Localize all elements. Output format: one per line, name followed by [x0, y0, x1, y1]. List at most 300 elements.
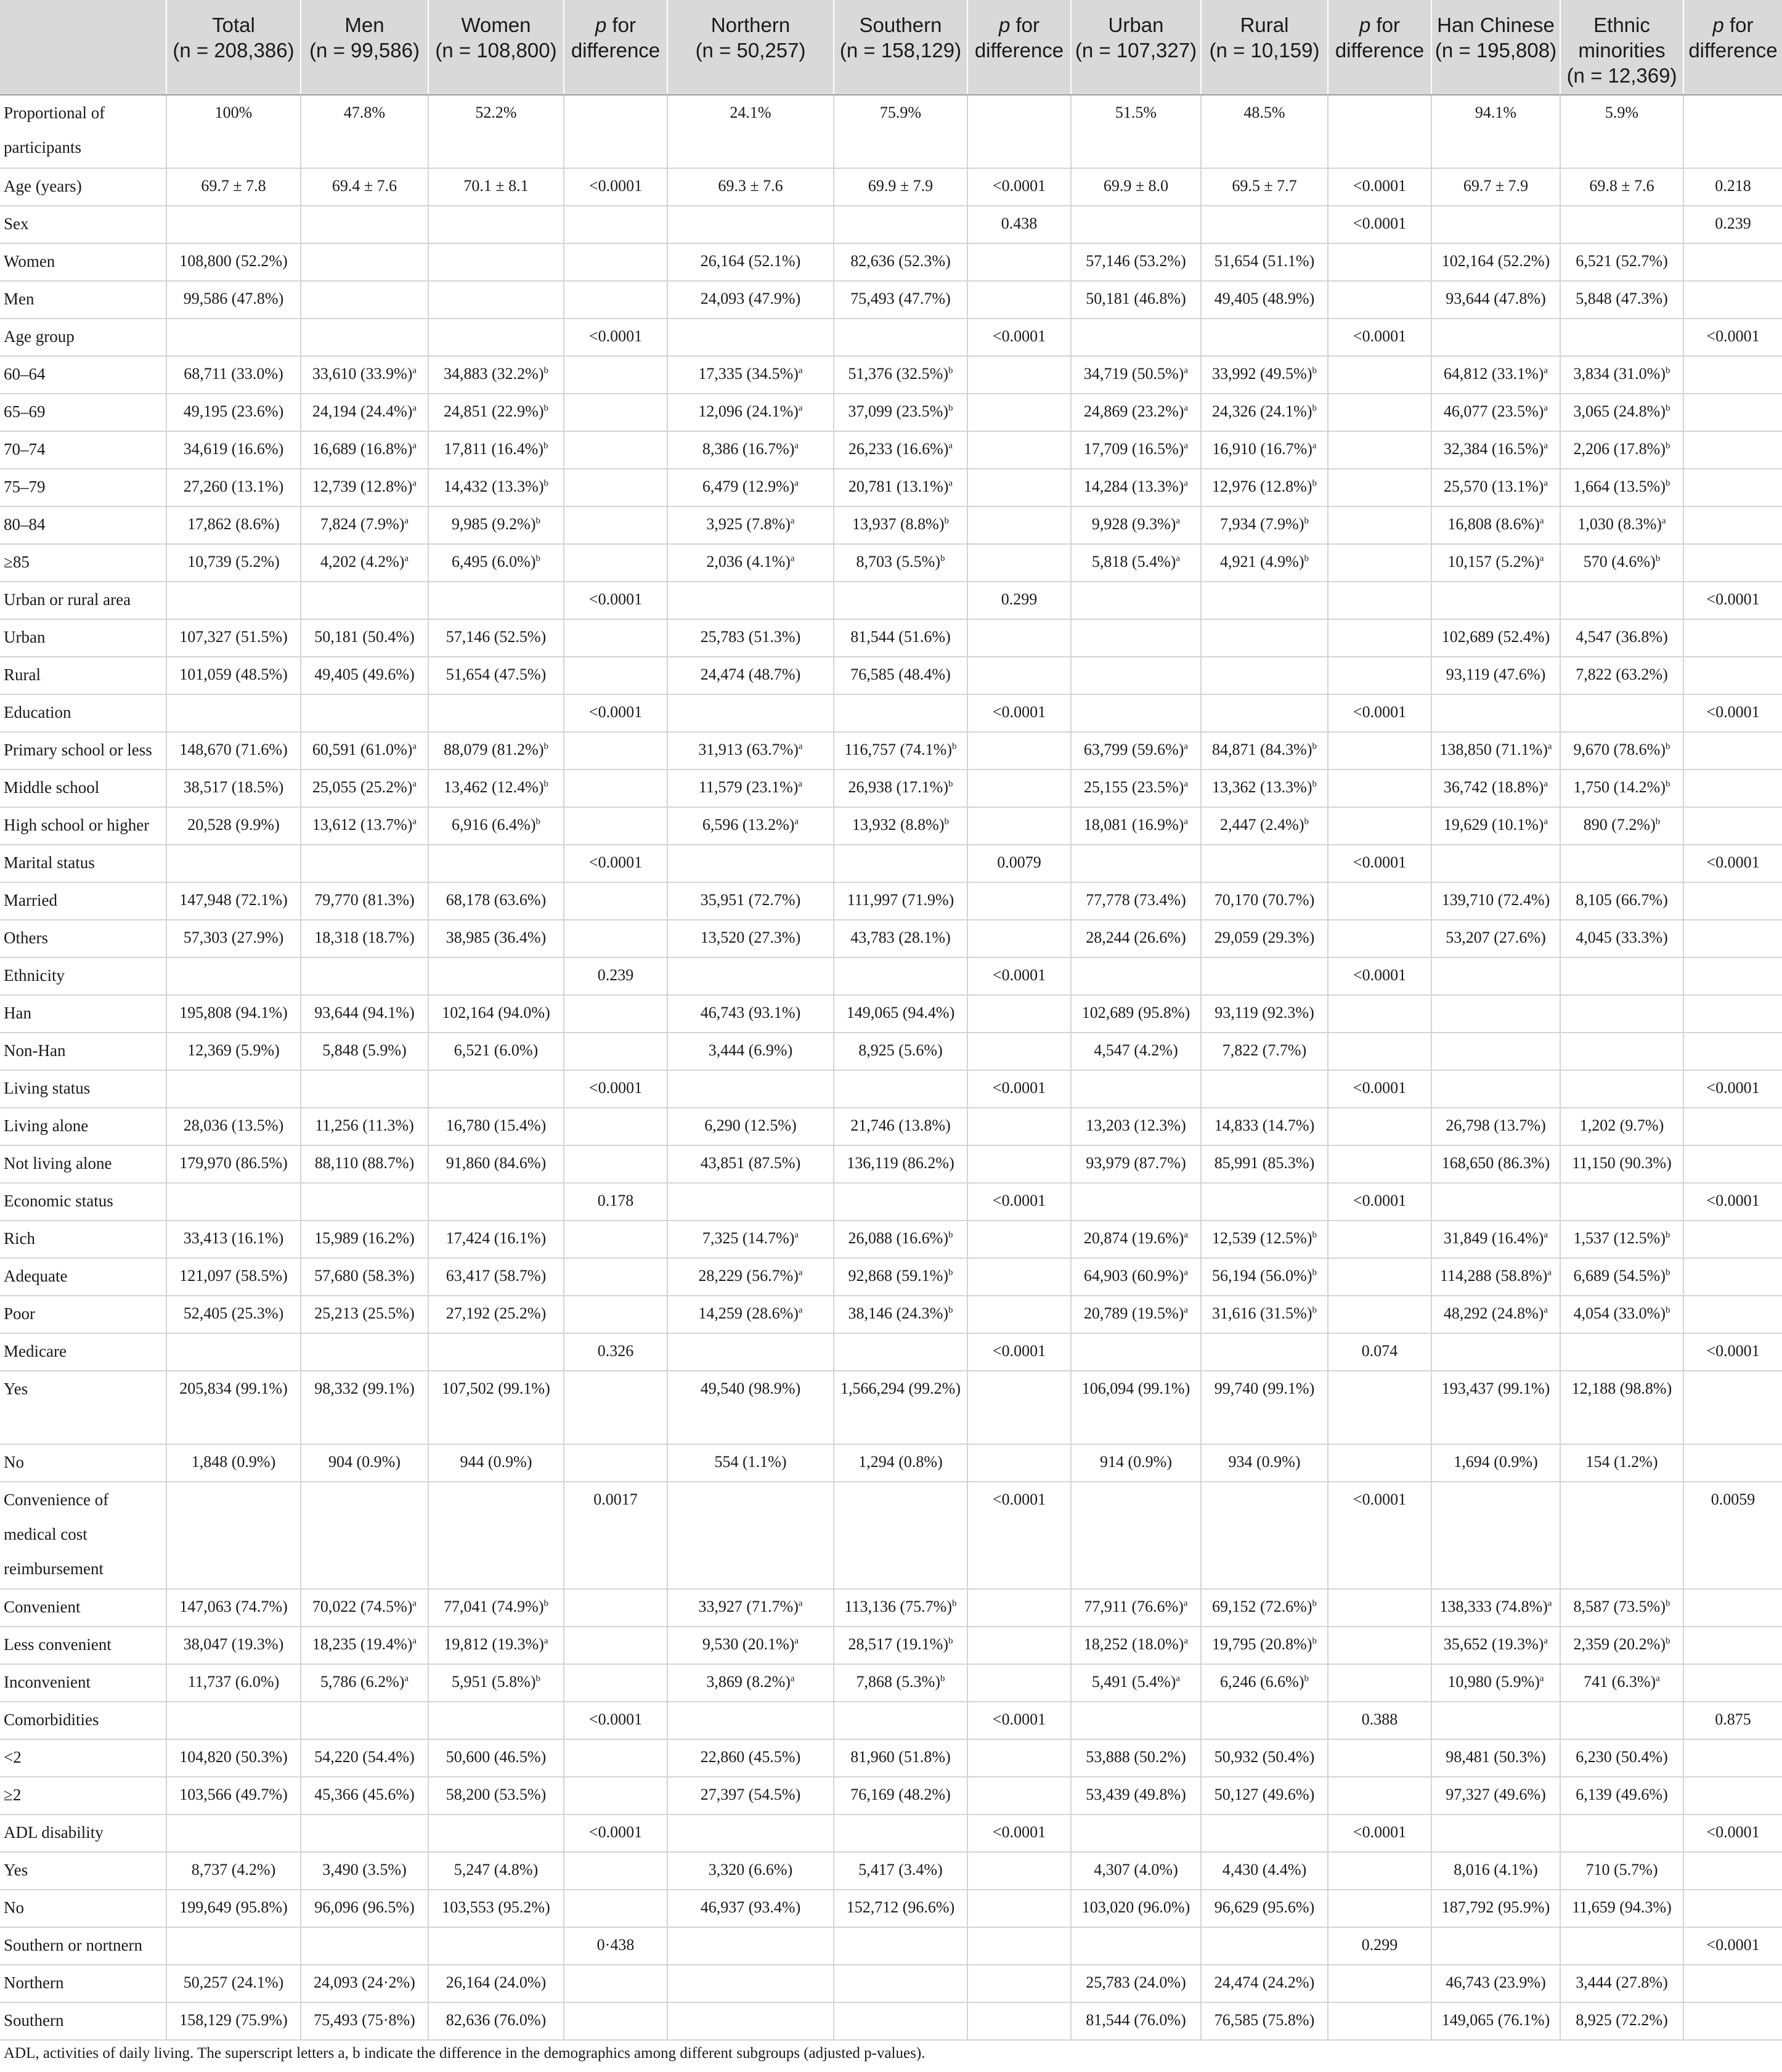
table-cell: 76,585 (75.8%): [1201, 2002, 1328, 2040]
table-row: [0, 582, 1782, 619]
table-cell: [428, 281, 564, 319]
column-title: Ethnic minorities: [1578, 14, 1666, 62]
table-cell: [834, 1070, 967, 1108]
row-label: Women: [0, 243, 166, 281]
significance-marker: a: [1547, 1267, 1552, 1278]
column-header: [564, 0, 667, 95]
column-title: Southern: [859, 14, 942, 36]
table-cell: <0.0001: [967, 319, 1071, 356]
table-cell: [564, 1664, 667, 1702]
table-cell: [1431, 694, 1560, 732]
table-cell: [1328, 995, 1431, 1033]
significance-marker: a: [798, 779, 803, 789]
table-cell: [1328, 356, 1431, 394]
column-header: [1560, 0, 1683, 95]
table-cell: 51,654 (47.5%): [428, 657, 564, 694]
column-header: [301, 0, 428, 95]
table-cell: [1328, 1296, 1431, 1333]
significance-marker: a: [1176, 553, 1181, 564]
table-cell: 27,192 (25.2%): [428, 1296, 564, 1333]
significance-marker: b: [1312, 1598, 1317, 1609]
table-cell: [967, 2002, 1071, 2040]
table-cell: [1071, 845, 1201, 882]
table-cell: [967, 356, 1071, 394]
table-cell: 36,742 $(18.8\%)^a$: [1431, 770, 1560, 807]
table-cell: [564, 356, 667, 394]
table-cell: 81,544 (51.6%): [834, 619, 967, 657]
table-cell: 1,202 (9.7%): [1560, 1108, 1683, 1145]
table-cell: 193,437 (99.1%): [1431, 1371, 1560, 1444]
table-cell: 6,246 $(6.6\%)^b$: [1201, 1664, 1328, 1702]
table-cell: [1683, 356, 1782, 394]
table-cell: 1,294 (0.8%): [834, 1444, 967, 1482]
table-cell: 53,207 (27.6%): [1431, 920, 1560, 957]
table-cell: 57,146 (53.2%): [1071, 243, 1201, 281]
table-cell: 3,490 (3.5%): [301, 1852, 428, 1890]
table-cell: 17,335 $(34.5\%)^a$: [667, 356, 834, 394]
table-cell: 46,937 (93.4%): [667, 1890, 834, 1927]
table-cell: 1,030 $(8.3\%)^a$: [1560, 506, 1683, 544]
significance-marker: a: [1184, 365, 1189, 376]
significance-marker: a: [1544, 403, 1548, 413]
table-cell: 58,200 (53.5%): [428, 1777, 564, 1814]
table-cell: 13,937 $(8.8\%)^b$: [834, 506, 967, 544]
table-row: [0, 807, 1782, 845]
table-cell: [1560, 995, 1683, 1033]
table-cell: 102,689 (95.8%): [1071, 995, 1201, 1033]
table-cell: 107,502 (99.1%): [428, 1371, 564, 1444]
significance-marker: a: [1544, 779, 1548, 789]
table-cell: [1071, 1702, 1201, 1739]
table-cell: [428, 1482, 564, 1589]
table-cell: [564, 1627, 667, 1664]
row-label: 70–74: [0, 431, 166, 469]
table-cell: 4,921 $(4.9\%)^b$: [1201, 544, 1328, 582]
column-title: Urban: [1108, 14, 1164, 36]
table-cell: 16,689 $(16.8\%)^a$: [301, 431, 428, 469]
table-row: [0, 1183, 1782, 1221]
table-cell: 26,938 $(17.1\%)^b$: [834, 770, 967, 807]
significance-marker: b: [543, 403, 548, 413]
table-cell: [1328, 1777, 1431, 1814]
significance-marker: b: [948, 403, 953, 413]
table-cell: <0.0001: [967, 168, 1071, 206]
table-cell: <0.0001: [1328, 694, 1431, 732]
table-cell: [166, 582, 301, 619]
table-cell: [834, 1814, 967, 1852]
table-cell: [564, 807, 667, 845]
row-label: Middle school: [0, 770, 166, 807]
table-row: [0, 1296, 1782, 1333]
significance-marker: a: [1184, 441, 1189, 451]
column-title: Women: [461, 14, 531, 36]
table-cell: <0.0001: [967, 1702, 1071, 1739]
table-cell: [967, 431, 1071, 469]
table-cell: [301, 1482, 428, 1589]
row-label: Northern: [0, 1965, 166, 2002]
table-cell: [1071, 1927, 1201, 1965]
column-header: [1431, 0, 1560, 95]
table-cell: [967, 619, 1071, 657]
table-cell: 46,743 (93.1%): [667, 995, 834, 1033]
table-cell: [967, 1145, 1071, 1183]
table-cell: 99,586 (47.8%): [166, 281, 301, 319]
table-cell: 96,096 (96.5%): [301, 1890, 428, 1927]
significance-marker: b: [543, 1598, 548, 1609]
table-cell: 17,811 $(16.4\%)^b$: [428, 431, 564, 469]
table-cell: [1201, 1333, 1328, 1371]
table-row: [0, 95, 1782, 168]
table-cell: [1683, 1221, 1782, 1258]
table-cell: 69.7 ± 7.8: [166, 168, 301, 206]
table-cell: [1683, 920, 1782, 957]
table-cell: 20,874 $(19.6\%)^a$: [1071, 1221, 1201, 1258]
row-label: Age group: [0, 319, 166, 356]
table-cell: 34,719 $(50.5\%)^a$: [1071, 356, 1201, 394]
table-cell: 3,444 (6.9%): [667, 1033, 834, 1070]
table-cell: 2,447 $(2.4\%)^b$: [1201, 807, 1328, 845]
significance-marker: a: [412, 478, 417, 489]
table-cell: [834, 582, 967, 619]
table-cell: 11,737 (6.0%): [166, 1664, 301, 1702]
table-cell: 24,093 (24·2%): [301, 1965, 428, 2002]
table-cell: [1560, 1070, 1683, 1108]
table-cell: 102,164 (52.2%): [1431, 243, 1560, 281]
table-cell: [1201, 1070, 1328, 1108]
table-cell: 38,517 (18.5%): [166, 770, 301, 807]
table-cell: [667, 694, 834, 732]
table-cell: 88,110 (88.7%): [301, 1145, 428, 1183]
column-title: p for: [1712, 14, 1754, 36]
table-cell: 6,290 (12.5%): [667, 1108, 834, 1145]
significance-marker: a: [1183, 1598, 1188, 1609]
significance-marker: a: [794, 441, 799, 451]
significance-marker: b: [1665, 1230, 1670, 1240]
table-cell: 26,798 (13.7%): [1431, 1108, 1560, 1145]
table-cell: [967, 469, 1071, 506]
significance-marker: a: [798, 1267, 803, 1278]
table-cell: [1201, 1183, 1328, 1221]
table-cell: [1328, 582, 1431, 619]
significance-marker: a: [794, 816, 799, 827]
row-label: Comorbidities: [0, 1702, 166, 1739]
table-cell: 0.218: [1683, 168, 1782, 206]
table-cell: 0·438: [564, 1927, 667, 1965]
table-cell: [834, 1333, 967, 1371]
table-cell: [1201, 657, 1328, 694]
significance-marker: b: [1655, 553, 1661, 564]
table-cell: 31,849 $(16.4\%)^a$: [1431, 1221, 1560, 1258]
table-cell: 13,203 (12.3%): [1071, 1108, 1201, 1145]
significance-marker: b: [535, 816, 540, 827]
table-cell: [564, 995, 667, 1033]
table-cell: [564, 770, 667, 807]
significance-marker: a: [790, 553, 795, 564]
significance-marker: b: [1665, 1598, 1670, 1609]
row-label: Proportional of participants: [0, 95, 166, 168]
table-cell: 187,792 (95.9%): [1431, 1890, 1560, 1927]
table-cell: 108,800 (52.2%): [166, 243, 301, 281]
table-cell: 33,413 (16.1%): [166, 1221, 301, 1258]
table-cell: 45,366 (45.6%): [301, 1777, 428, 1814]
significance-marker: a: [1656, 1673, 1660, 1684]
table-cell: [834, 957, 967, 995]
table-cell: 92,868 $(59.1\%)^b$: [834, 1258, 967, 1296]
significance-marker: b: [1312, 1230, 1317, 1240]
table-row: [0, 243, 1782, 281]
row-label: Urban: [0, 619, 166, 657]
table-cell: 49,405 (49.6%): [301, 657, 428, 694]
significance-marker: b: [1665, 403, 1670, 413]
table-cell: 93,119 (92.3%): [1201, 995, 1328, 1033]
table-cell: [1683, 1258, 1782, 1296]
table-cell: [301, 694, 428, 732]
table-cell: <0.0001: [1683, 1814, 1782, 1852]
table-cell: [564, 1589, 667, 1627]
table-cell: [967, 1777, 1071, 1814]
table-cell: 195,808 (94.1%): [166, 995, 301, 1033]
table-cell: 5,491 $(5.4\%)^a$: [1071, 1664, 1201, 1702]
column-subtitle: (n = 107,327): [1075, 39, 1197, 62]
table-cell: 741 $(6.3\%)^a$: [1560, 1664, 1683, 1702]
table-cell: 99,740 (99.1%): [1201, 1371, 1328, 1444]
table-cell: [1431, 1333, 1560, 1371]
table-cell: <0.0001: [1328, 1814, 1431, 1852]
table-cell: 710 (5.7%): [1560, 1852, 1683, 1890]
table-cell: [667, 2002, 834, 2040]
table-cell: [1560, 1482, 1683, 1589]
significance-marker: a: [1547, 741, 1552, 752]
significance-marker: a: [412, 441, 417, 451]
table-cell: 57,146 (52.5%): [428, 619, 564, 657]
table-cell: 149,065 (76.1%): [1431, 2002, 1560, 2040]
table-row: [0, 882, 1782, 920]
table-cell: <0.0001: [967, 1482, 1071, 1589]
table-cell: [834, 206, 967, 243]
row-label: Yes: [0, 1852, 166, 1890]
row-label: Southern: [0, 2002, 166, 2040]
significance-marker: b: [1665, 478, 1670, 489]
table-cell: [967, 1890, 1071, 1927]
table-cell: [166, 1927, 301, 1965]
table-row: [0, 1965, 1782, 2002]
table-cell: 28,036 (13.5%): [166, 1108, 301, 1145]
table-cell: 6,479 $(12.9\%)^a$: [667, 469, 834, 506]
table-cell: 19,795 $(20.8\%)^b$: [1201, 1627, 1328, 1664]
table-cell: [667, 582, 834, 619]
table-cell: 76,585 (48.4%): [834, 657, 967, 694]
table-cell: 205,834 (99.1%): [166, 1371, 301, 1444]
table-cell: 570 $(4.6\%)^b$: [1560, 544, 1683, 582]
table-cell: <0.0001: [1683, 1183, 1782, 1221]
table-cell: 11,579 $(23.1\%)^a$: [667, 770, 834, 807]
table-cell: 13,932 $(8.8\%)^b$: [834, 807, 967, 845]
table-cell: 102,164 (94.0%): [428, 995, 564, 1033]
table-cell: [1683, 657, 1782, 694]
row-label: Age (years): [0, 168, 166, 206]
column-title: Total: [212, 14, 255, 36]
table-cell: 37,099 $(23.5\%)^b$: [834, 394, 967, 431]
row-label: Others: [0, 920, 166, 957]
table-cell: 68,178 (63.6%): [428, 882, 564, 920]
table-cell: 69.4 ± 7.6: [301, 168, 428, 206]
table-cell: [1071, 1814, 1201, 1852]
significance-marker: b: [948, 1267, 953, 1278]
significance-marker: a: [1184, 1636, 1189, 1646]
table-cell: [428, 243, 564, 281]
table-cell: [1683, 431, 1782, 469]
table-cell: 107,327 (51.5%): [166, 619, 301, 657]
table-cell: 1,566,294 (99.2%): [834, 1371, 967, 1444]
table-cell: 13,612 $(13.7\%)^a$: [301, 807, 428, 845]
table-cell: 0.438: [967, 206, 1071, 243]
table-cell: 6,495 $(6.0\%)^b$: [428, 544, 564, 582]
significance-marker: a: [1539, 1673, 1544, 1684]
table-cell: [428, 1702, 564, 1739]
column-title: Rural: [1240, 14, 1289, 36]
significance-marker: b: [543, 741, 548, 752]
table-cell: 10,980 $(5.9\%)^a$: [1431, 1664, 1560, 1702]
column-header: [166, 0, 301, 95]
table-cell: 81,544 (76.0%): [1071, 2002, 1201, 2040]
table-cell: 94.1%: [1431, 95, 1560, 168]
table-cell: [564, 1221, 667, 1258]
table-cell: 8,016 (4.1%): [1431, 1852, 1560, 1890]
table-cell: [1328, 1033, 1431, 1070]
table-cell: 28,244 (26.6%): [1071, 920, 1201, 957]
table-cell: [667, 1814, 834, 1852]
table-cell: [1328, 732, 1431, 770]
table-cell: [166, 1702, 301, 1739]
table-cell: 14,833 (14.7%): [1201, 1108, 1328, 1145]
table-cell: 35,652 $(19.3\%)^a$: [1431, 1627, 1560, 1664]
column-header: [0, 0, 166, 95]
table-cell: [1683, 807, 1782, 845]
table-cell: [564, 1444, 667, 1482]
table-cell: 2,036 $(4.1\%)^a$: [667, 544, 834, 582]
column-title: p for: [998, 14, 1040, 36]
table-cell: [1328, 619, 1431, 657]
table-cell: [1431, 957, 1560, 995]
table-cell: 24,474 (48.7%): [667, 657, 834, 694]
table-cell: [967, 1664, 1071, 1702]
table-cell: [301, 1183, 428, 1221]
table-cell: 5,848 (5.9%): [301, 1033, 428, 1070]
table-cell: 114,288 $(58.8\%)^a$: [1431, 1258, 1560, 1296]
table-cell: [301, 1702, 428, 1739]
table-cell: [667, 1927, 834, 1965]
table-cell: 22,860 (45.5%): [667, 1739, 834, 1777]
significance-marker: b: [1312, 403, 1317, 413]
table-cell: 82,636 (52.3%): [834, 243, 967, 281]
column-title: Northern: [710, 14, 791, 36]
row-label: Not living alone: [0, 1145, 166, 1183]
significance-marker: b: [535, 516, 540, 526]
significance-marker: b: [1304, 516, 1309, 526]
column-header: [1201, 0, 1328, 95]
significance-marker: b: [1665, 741, 1670, 752]
table-cell: 46,077 $(23.5\%)^a$: [1431, 394, 1560, 431]
row-label: Southern or nortnern: [0, 1927, 166, 1965]
table-cell: <0.0001: [1683, 694, 1782, 732]
row-label: ≥85: [0, 544, 166, 582]
table-cell: 0.0017: [564, 1482, 667, 1589]
row-label: Rural: [0, 657, 166, 694]
table-cell: 14,259 $(28.6\%)^a$: [667, 1296, 834, 1333]
table-cell: [564, 732, 667, 770]
table-cell: [564, 1739, 667, 1777]
significance-marker: a: [412, 1636, 417, 1646]
table-cell: 9,530 $(20.1\%)^a$: [667, 1627, 834, 1664]
row-label: Han: [0, 995, 166, 1033]
table-row: [0, 995, 1782, 1033]
table-cell: 10,739 (5.2%): [166, 544, 301, 582]
table-cell: 75,493 (75·8%): [301, 2002, 428, 2040]
table-cell: 52.2%: [428, 95, 564, 168]
table-cell: [1683, 243, 1782, 281]
table-row: [0, 431, 1782, 469]
significance-marker: b: [1312, 1636, 1317, 1646]
table-cell: [967, 1589, 1071, 1627]
table-cell: [1431, 1482, 1560, 1589]
table-cell: 3,444 (27.8%): [1560, 1965, 1683, 2002]
table-cell: 3,065 $(24.8\%)^b$: [1560, 394, 1683, 431]
column-title: Han Chinese: [1437, 14, 1555, 36]
table-cell: <0.0001: [1683, 1333, 1782, 1371]
table-cell: 0.178: [564, 1183, 667, 1221]
table-cell: [1683, 1108, 1782, 1145]
table-row: [0, 469, 1782, 506]
table-cell: 63,799 $(59.6\%)^a$: [1071, 732, 1201, 770]
table-cell: 4,307 (4.0%): [1071, 1852, 1201, 1890]
table-cell: <0.0001: [1683, 1070, 1782, 1108]
table-cell: <0.0001: [1683, 319, 1782, 356]
table-cell: [1683, 995, 1782, 1033]
table-cell: [1683, 1444, 1782, 1482]
row-label: Sex: [0, 206, 166, 243]
table-cell: 49,405 (48.9%): [1201, 281, 1328, 319]
table-cell: [667, 845, 834, 882]
table-cell: [564, 1852, 667, 1890]
column-subtitle: difference: [571, 39, 661, 62]
table-cell: 51,376 $(32.5\%)^b$: [834, 356, 967, 394]
table-row: [0, 920, 1782, 957]
table-cell: 914 (0.9%): [1071, 1444, 1201, 1482]
table-cell: [166, 845, 301, 882]
table-cell: 10,157 $(5.2\%)^a$: [1431, 544, 1560, 582]
table-cell: [564, 1296, 667, 1333]
significance-marker: a: [1184, 1230, 1189, 1240]
table-cell: [564, 1033, 667, 1070]
row-label: Yes: [0, 1371, 166, 1444]
significance-marker: a: [1184, 403, 1189, 413]
table-cell: [1683, 957, 1782, 995]
table-cell: 7,822 (7.7%): [1201, 1033, 1328, 1070]
table-cell: 20,781 $(13.1\%)^a$: [834, 469, 967, 506]
significance-marker: a: [1539, 516, 1544, 526]
table-cell: [1560, 957, 1683, 995]
table-cell: [967, 657, 1071, 694]
significance-marker: a: [1661, 516, 1666, 526]
table-row: [0, 694, 1782, 732]
table-cell: 93,979 (87.7%): [1071, 1145, 1201, 1183]
significance-marker: b: [1312, 365, 1317, 376]
row-label: Less convenient: [0, 1627, 166, 1664]
column-subtitle: difference: [1688, 39, 1778, 62]
table-row: [0, 1371, 1782, 1444]
table-cell: 6,916 $(6.4\%)^b$: [428, 807, 564, 845]
column-subtitle: (n = 195,808): [1434, 39, 1557, 62]
